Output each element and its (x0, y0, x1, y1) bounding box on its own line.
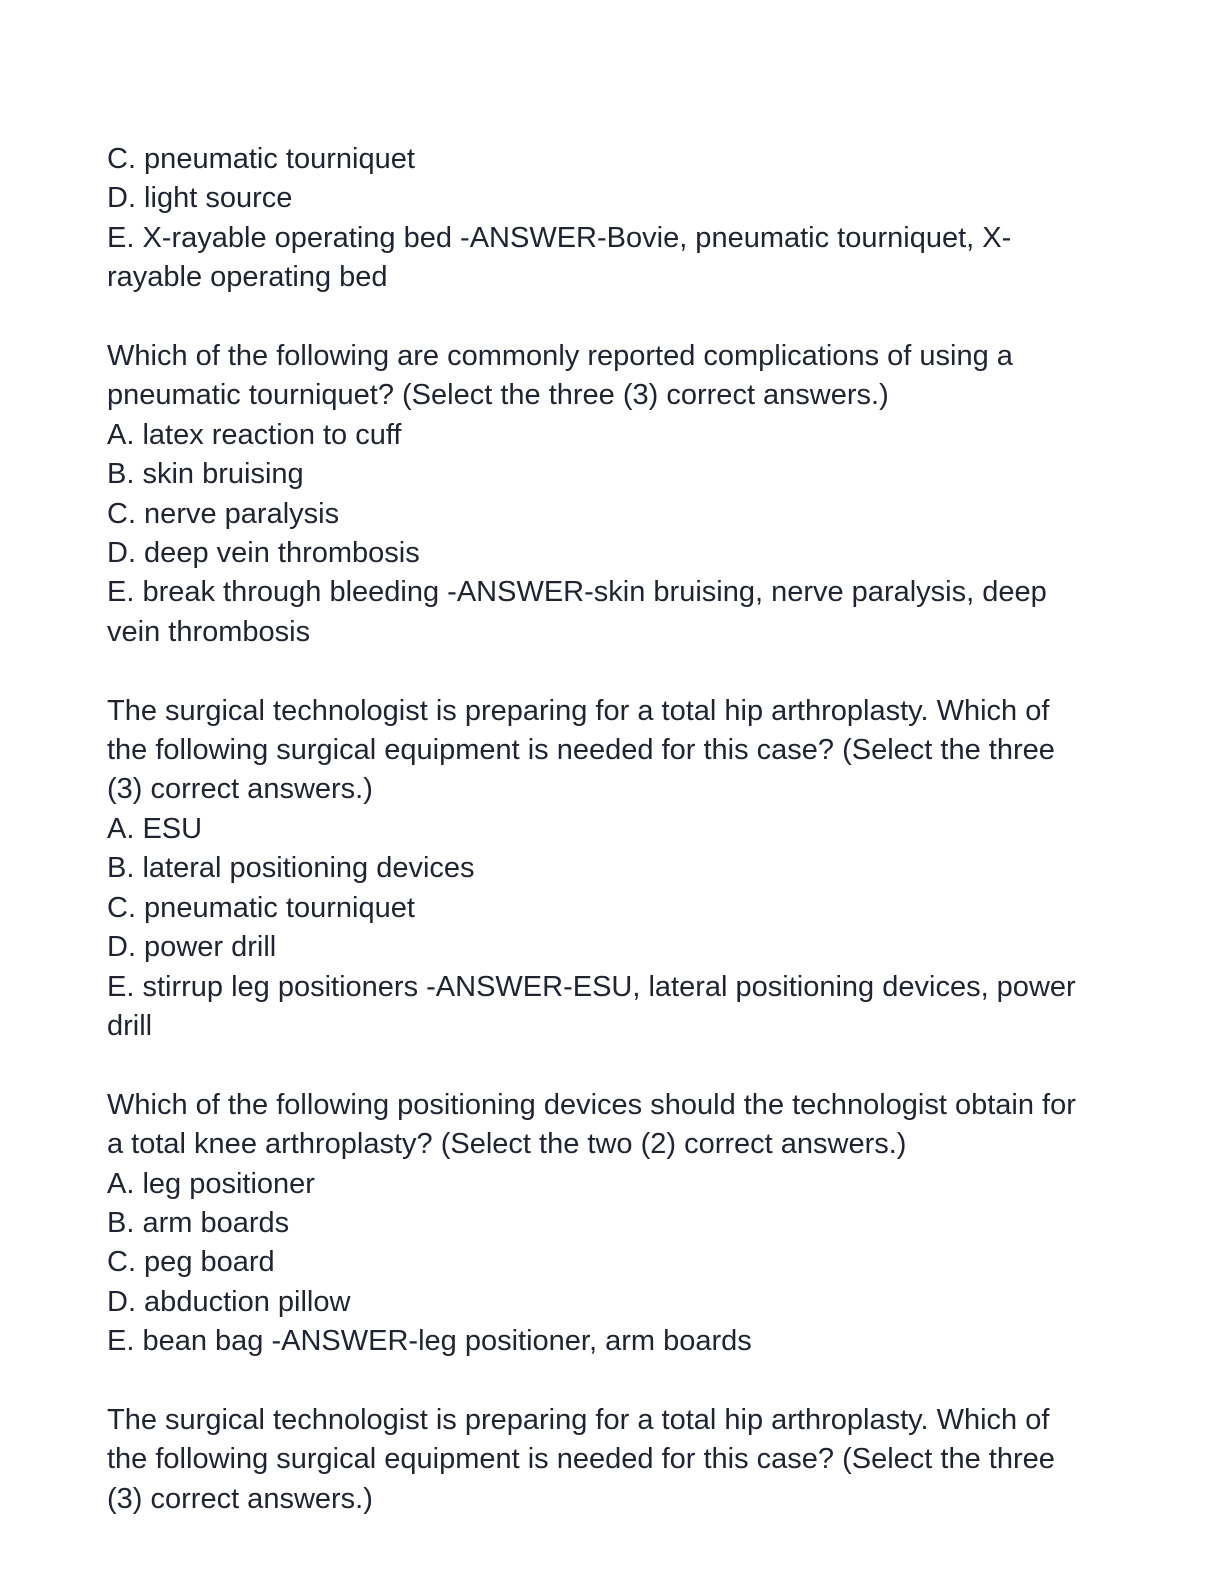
option-d: D. deep vein thrombosis (107, 537, 420, 570)
option-e-with-answer: E. X-rayable operating bed -ANSWER-Bovie, pneumatic tourniquet, X- (107, 221, 1012, 254)
option-a: A. leg positioner (107, 1167, 315, 1200)
question-text: a total knee arthroplasty? (Select the two (2) correct answers.) (107, 1128, 907, 1161)
answer-continuation: rayable operating bed (107, 261, 388, 294)
question-text: The surgical technologist is preparing for a total hip arthroplasty. Which of (107, 694, 1050, 727)
question-block-2 (107, 692, 1117, 1047)
option-c: C. peg board (107, 1246, 275, 1279)
option-c: C. pneumatic tourniquet (107, 891, 415, 924)
option-d: D. power drill (107, 931, 277, 964)
answer-continuation: vein thrombosis (107, 615, 311, 648)
question-text: pneumatic tourniquet? (Select the three (3) correct answers.) (107, 379, 889, 412)
paragraph-gap (107, 652, 1117, 691)
question-text: (3) correct answers.) (107, 773, 373, 806)
question-text: the following surgical equipment is needed for this case? (Select the three (107, 734, 1055, 767)
question-text: Which of the following positioning devices should the technologist obtain for (107, 1088, 1076, 1121)
question-text: (3) correct answers.) (107, 1482, 373, 1515)
question-block-3 (107, 1086, 1117, 1362)
option-e-with-answer: E. bean bag -ANSWER-leg positioner, arm boards (107, 1325, 752, 1358)
question-text: The surgical technologist is preparing for a total hip arthroplasty. Which of (107, 1403, 1050, 1436)
answer-continuation: drill (107, 1009, 153, 1042)
question-block-4 (107, 1401, 1117, 1519)
question-text: the following surgical equipment is needed for this case? (Select the three (107, 1443, 1055, 1476)
option-d: D. light source (107, 182, 293, 215)
continued-question-block (107, 140, 1117, 298)
paragraph-gap (107, 298, 1117, 337)
option-b: B. lateral positioning devices (107, 852, 475, 885)
option-e-with-answer: E. break through bleeding -ANSWER-skin bruising, nerve paralysis, deep (107, 576, 1047, 609)
option-a: A. ESU (107, 812, 203, 845)
option-b: B. arm boards (107, 1206, 290, 1239)
document-page (107, 140, 1117, 1519)
question-text: Which of the following are commonly reported complications of using a (107, 340, 1013, 373)
question-block-1 (107, 337, 1117, 652)
option-d: D. abduction pillow (107, 1285, 351, 1318)
paragraph-gap (107, 1362, 1117, 1401)
option-c: C. pneumatic tourniquet (107, 143, 415, 175)
option-c: C. nerve paralysis (107, 497, 340, 530)
option-b: B. skin bruising (107, 458, 304, 491)
paragraph-gap (107, 1046, 1117, 1085)
option-a: A. latex reaction to cuff (107, 418, 402, 451)
option-e-with-answer: E. stirrup leg positioners -ANSWER-ESU, lateral positioning devices, power (107, 970, 1076, 1003)
